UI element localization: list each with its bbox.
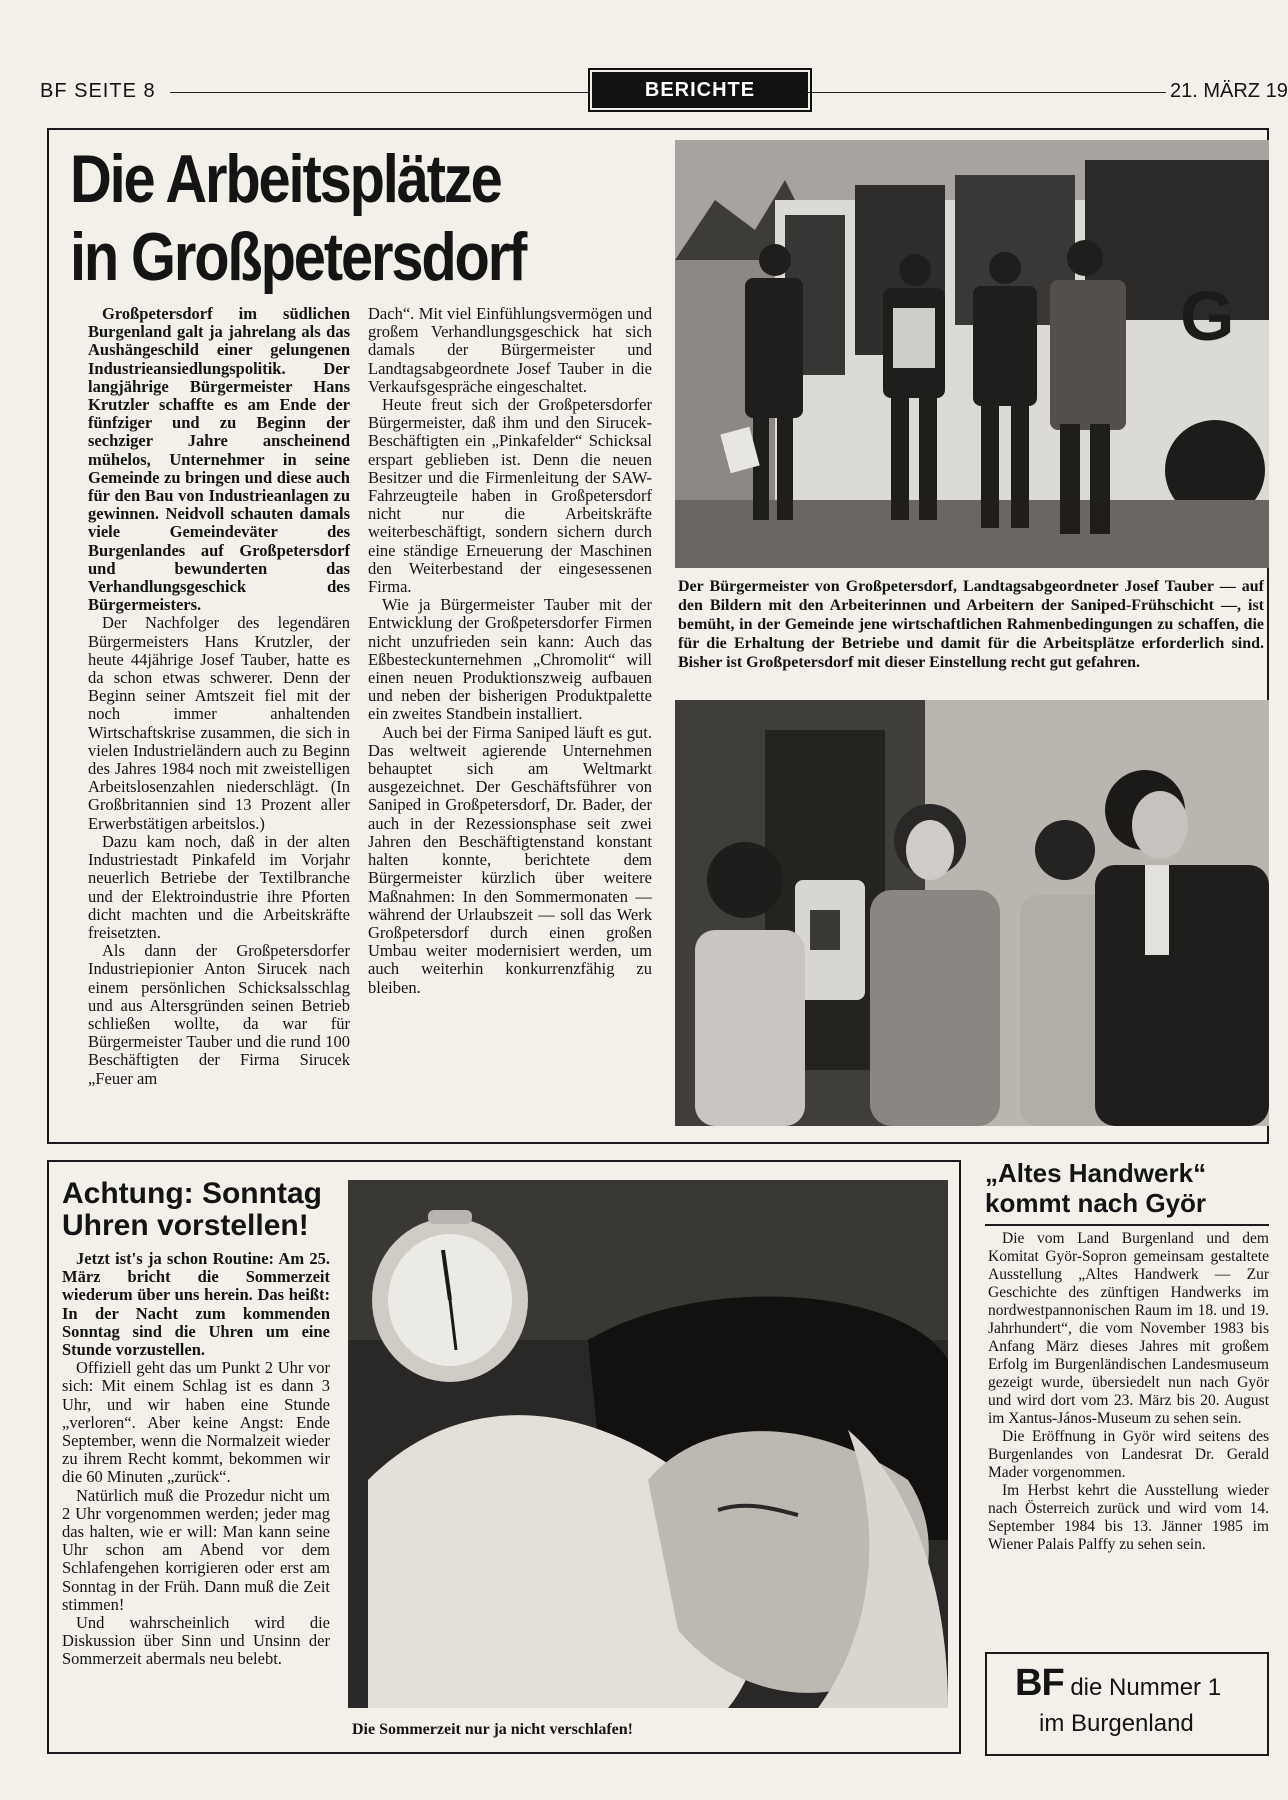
dst-photo-caption: Die Sommerzeit nur ja nicht verschlafen!	[352, 1721, 633, 1738]
headline-line-1: Die Arbeitsplätze	[70, 141, 501, 217]
paragraph: Und wahrscheinlich wird die Diskussion über Sinn und Unsinn der Sommerzeit abermals neu belebt.	[62, 1613, 330, 1669]
headline-line-2: in Großpetersdorf	[70, 219, 526, 295]
issue-date: 21. MÄRZ 19	[1170, 80, 1288, 102]
paragraph: Natürlich muß die Prozedur nicht um 2 Uhr vorgenommen werden; jeder mag das halten, wie er will: Man kann seine Uhr schon am Abend vor dem Schlafengehen korrigieren oder erst am Sonntag in der Früh. Dann muß die Zeit stimmen!	[62, 1485, 330, 1614]
article-column-1	[88, 305, 350, 1088]
bf-ad-box	[985, 1652, 1269, 1756]
page-header	[40, 70, 1288, 110]
paragraph: Auch bei der Firma Saniped läuft es gut. Das weltweit agierende Unternehmen behauptet sich am Weltmarkt ausgezeichnet. Der Geschäftsführer von Saniped in Großpetersdorf, Dr. Bader, der auch in der Rezessionsphase seit zwei Jahren den Beschäftigtenstand konstant halten konnte, berichtete dem Bürgermeister kürzlich über weitere Maßnahmen: In den Sommermonaten — während der Urlaubszeit — soll das Werk Großpetersdorf durch einen großen Umbau weiter modernisiert werden, um auch weiterhin konkurrenzfähig zu bleiben.	[368, 722, 652, 997]
article-column-2	[368, 305, 652, 997]
craft-title: „Altes Handwerk“ kommt nach Györ	[985, 1158, 1207, 1218]
paragraph: Dazu kam noch, daß in der alten Industriestadt Pinkafeld im Vorjahr neuerlich Betriebe der Textilbranche und der Elektroindustrie ihre Pforten dicht machten und die Arbeitskräfte freisetzten.	[88, 831, 350, 942]
paragraph: Wie ja Bürgermeister Tauber mit der Entwicklung der Großpetersdorfer Firmen nicht unzufrieden sein kann: Auch das Eßbesteckunternehmen „Chromolit“ will einen neuen Produktionszweig aufbauen und neben der bisherigen Produktpalette ein zweites Standbein installiert.	[368, 595, 652, 724]
paragraph: Offiziell geht das um Punkt 2 Uhr vor sich: Mit einem Schlag ist es dann 3 Uhr, und wir haben eine Stunde „verloren“. Aber keine Angst: Ende September, wenn die Normalzeit wieder zu ihrem Recht kommt, bekommen wir die 60 Minuten „zurück“.	[62, 1358, 330, 1487]
header-rule	[806, 92, 1166, 93]
craft-article-text	[988, 1230, 1269, 1554]
paragraph: Als dann der Großpetersdorfer Industriepionier Anton Sirucek nach einem persönlichen Schicksalsschlag und aus Altersgründen seinen Betrieb schließen wollte, da war für Bürgermeister Tauber und die rund 100 Beschäftigten der Firma Sirucek „Feuer am	[88, 941, 350, 1088]
photo-sleeping-woman	[348, 1180, 948, 1708]
craft-title-rule	[985, 1224, 1269, 1226]
paragraph: Der Nachfolger des legendären Bürgermeisters Hans Krutzler, der heute 44jährige Josef Tauber, hatte es da schon etwas schwerer. Denn der Beginn seiner Amtszeit fiel mit der noch immer anhaltenden Wirtschaftskrise zusammen, die sich in vielen Industrieländern auch zu Beginn des Jahres 1984 noch mit zweistelligen Arbeitslosenzahlen niederschlägt. (In Großbritannien sind 13 Prozent aller Erwerbstätigen arbeitslos.)	[88, 613, 350, 833]
dst-title: Achtung: Sonntag Uhren vorstellen!	[62, 1177, 322, 1242]
main-photo-caption: Der Bürgermeister von Großpetersdorf, Landtagsabgeordneter Josef Tauber — auf den Bildern mit den Arbeiterinnen und Arbeitern der Saniped-Frühschicht —, ist bemüht, in der Gemeinde jene wirtschaftlichen Rahmenbedingungen zu schaffen, die für die Erhaltung der Betriebe und damit für die Arbeitsplätze erforderlich sind. Bisher ist Großpetersdorf mit dieser Einstellung recht gut gefahren.	[678, 578, 1264, 671]
paragraph: Jetzt ist's ja schon Routine: Am 25. März bricht die Sommerzeit wiederum über uns herein. Das heißt: In der Nacht zum kommenden Sonntag sind die Uhren um eine Stunde vorzustellen.	[62, 1249, 330, 1360]
header-rule	[170, 92, 590, 93]
photo-workers-group	[675, 700, 1269, 1126]
bus-lettering: G	[1180, 277, 1235, 355]
ad-brand: BF	[1015, 1662, 1064, 1704]
ad-line-2: im Burgenland	[1039, 1710, 1194, 1737]
paragraph: Die Eröffnung in Györ wird seitens des Burgenlandes von Landesrat Dr. Gerald Mader vorgenommen.	[988, 1428, 1269, 1481]
photo-bus-group	[675, 140, 1269, 568]
ad-line-1: die Nummer 1	[1070, 1674, 1222, 1701]
paragraph: Dach“. Mit viel Einfühlungsvermögen und großem Verhandlungsgeschick hat sich damals der Bürgermeister und Landtagsabgeordnete Josef Tauber in die Verkaufsgespräche eingeschaltet.	[368, 304, 652, 396]
paragraph: Heute freut sich der Großpetersdorfer Bürgermeister, daß ihm und den Sirucek-Beschäftigten ein „Pinkafelder“ Schicksal erspart geblieben ist. Denn die neuen Besitzer und die Firmenleitung der SAW-Fahrzeugteile haben in Großpetersdorf nicht nur die Arbeitskräfte weiterbeschäftigt, sondern sichern durch eine ständige Erneuerung der Maschinen den Weiterbestand der eingesessenen Firma.	[368, 395, 652, 597]
main-headline	[70, 140, 580, 296]
paragraph: Im Herbst kehrt die Ausstellung wieder nach Österreich zurück und wird vom 14. September 1984 bis 13. Jänner 1985 im Wiener Palais Palffy zu sehen sein.	[988, 1482, 1269, 1553]
dst-article-text	[62, 1250, 330, 1669]
paragraph: Die vom Land Burgenland und dem Komitat Györ-Sopron gemeinsam gestaltete Ausstellung „Altes Handwerk — Zur Geschichte des zünftigen Handwerks im nordwestpannonischen Raum im 18. und 19. Jahrhundert“, die vom November 1983 bis Anfang März dieses Jahres mit großem Erfolg im Burgenländischen Landesmuseum gezeigt wurde, übersiedelt nun nach Györ und wird dort vom 23. März bis 20. August im Xantus-János-Museum zu sehen sein.	[988, 1230, 1269, 1427]
section-label: BERICHTE	[592, 72, 808, 108]
paragraph: Großpetersdorf im südlichen Burgenland galt ja jahrelang als das Aushängeschild einer gelungenen Industrieansiedlungspolitik. Der langjährige Bürgermeister Hans Krutzler schaffte es am Ende der fünfziger und zu Beginn der sechziger Jahre anscheinend mühelos, Unternehmer in seine Gemeinde zu bringen und diese auch für den Bau von Industrieanlagen zu gewinnen. Neidvoll schauten damals viele Gemeindeväter des Burgenlandes auf Großpetersdorf und bewunderten das Verhandlungsgeschick des Bürgermeisters.	[88, 304, 350, 615]
page-number: BF SEITE 8	[40, 80, 156, 102]
